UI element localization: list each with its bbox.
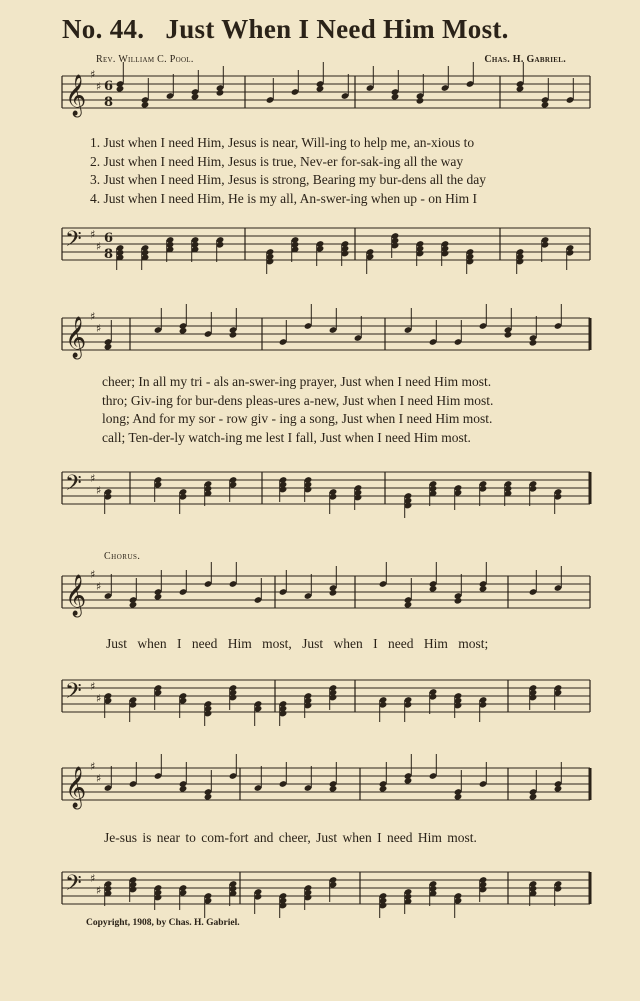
staff-bass — [0, 222, 640, 272]
sharp-icon: ♯ — [90, 228, 96, 241]
note-head — [529, 793, 538, 801]
hymn-title — [62, 14, 622, 45]
sharp-icon: ♯ — [90, 310, 96, 323]
composer-credit: Chas. H. Gabriel. — [484, 54, 566, 65]
sharp-icon: ♯ — [90, 68, 96, 81]
time-signature-numerator: 6 — [104, 79, 114, 94]
sharp-icon: ♯ — [96, 692, 102, 705]
staff-treble — [0, 762, 640, 812]
author-credit: Rev. William C. Pool. — [96, 54, 194, 65]
sharp-icon: ♯ — [90, 872, 96, 885]
sharp-icon: ♯ — [96, 322, 102, 335]
verses-part-2 — [102, 373, 493, 447]
verse-1-line-b: cheer; In all my tri - als an-swer-ing prayer, Just when I need Him most. — [102, 374, 492, 389]
note-head — [429, 585, 438, 593]
staff-bass — [0, 866, 640, 916]
sharp-icon: ♯ — [96, 772, 102, 785]
note-head — [404, 601, 413, 609]
note-head — [104, 343, 113, 351]
bass-clef-icon: 𝄢 — [65, 871, 82, 901]
note-head — [229, 331, 238, 339]
staff-treble — [0, 70, 640, 120]
note-head — [116, 85, 125, 93]
sharp-icon: ♯ — [96, 484, 102, 497]
note-head — [479, 585, 488, 593]
sharp-icon: ♯ — [96, 884, 102, 897]
note-head — [416, 97, 425, 105]
note-head — [204, 793, 213, 801]
note-head — [454, 793, 463, 801]
chorus-label: Chorus. — [104, 551, 141, 562]
verse-2-line-a: 2. Just when I need Him, Jesus is true, Nev-er for-sak-ing all the way — [90, 153, 464, 169]
note-head — [191, 93, 200, 101]
note-head — [504, 331, 513, 339]
verse-2-line-b: thro; Giv-ing for bur-dens pleas-ures a-new, Just when I need Him most. — [102, 392, 494, 408]
verse-1-line-a: 1. Just when I need Him, Jesus is near, Will-ing to help me, an-xious to — [90, 135, 475, 150]
bass-clef-icon: 𝄢 — [65, 679, 82, 709]
time-signature-numerator: 6 — [104, 231, 114, 246]
chorus-line-1: Just when I need Him most, Just when I need Him most; — [106, 636, 489, 651]
note-head — [179, 327, 188, 335]
note-head — [541, 101, 550, 109]
treble-clef-icon: 𝄞 — [65, 75, 87, 116]
time-signature-denominator: 8 — [104, 247, 114, 262]
chorus-line-2: Je-sus is near to com-fort and cheer, Just when I need Him most. — [104, 830, 477, 845]
note-head — [554, 785, 563, 793]
note-head — [391, 93, 400, 101]
verse-4-line-a: 4. Just when I need Him, He is my all, An-swer-ing when up - on Him I — [90, 190, 478, 206]
bass-clef-icon: 𝄢 — [65, 227, 82, 257]
note-head — [179, 785, 188, 793]
sharp-icon: ♯ — [90, 472, 96, 485]
note-head — [141, 101, 150, 109]
time-signature-denominator: 8 — [104, 95, 114, 110]
treble-clef-icon: 𝄞 — [65, 767, 87, 808]
staff-treble — [0, 312, 640, 362]
note-head — [154, 593, 163, 601]
note-head — [529, 339, 538, 347]
treble-clef-icon: 𝄞 — [65, 317, 87, 358]
sharp-icon: ♯ — [90, 760, 96, 773]
note-head — [379, 785, 388, 793]
sharp-icon: ♯ — [96, 240, 102, 253]
sharp-icon: ♯ — [96, 580, 102, 593]
copyright-notice: Copyright, 1908, by Chas. H. Gabriel. — [86, 918, 240, 928]
staff-treble — [0, 570, 640, 620]
verse-3-line-a: 3. Just when I need Him, Jesus is strong, Bearing my bur-dens all the day — [90, 172, 487, 187]
note-head — [454, 597, 463, 605]
sharp-icon: ♯ — [90, 568, 96, 581]
note-head — [516, 85, 525, 93]
staff-bass — [0, 466, 640, 516]
bass-clef-icon: 𝄢 — [65, 471, 82, 501]
note-head — [404, 777, 413, 785]
verse-3-line-b: long; And for my sor - row giv - ing a song, Just when I need Him most. — [102, 411, 493, 426]
note-head — [129, 601, 138, 609]
verse-4-line-b: call; Ten-der-ly watch-ing me lest I fall, Just when I need Him most. — [102, 429, 471, 445]
verses-part-1 — [90, 134, 486, 208]
sharp-icon: ♯ — [96, 80, 102, 93]
hymn-title-text: Just When I Need Him Most. — [165, 14, 509, 44]
sharp-icon: ♯ — [90, 680, 96, 693]
note-head — [316, 85, 325, 93]
hymn-number: No. 44. — [62, 14, 145, 44]
staff-bass — [0, 674, 640, 724]
note-head — [216, 89, 225, 97]
note-head — [329, 785, 338, 793]
note-head — [329, 589, 338, 597]
treble-clef-icon: 𝄞 — [65, 575, 87, 616]
